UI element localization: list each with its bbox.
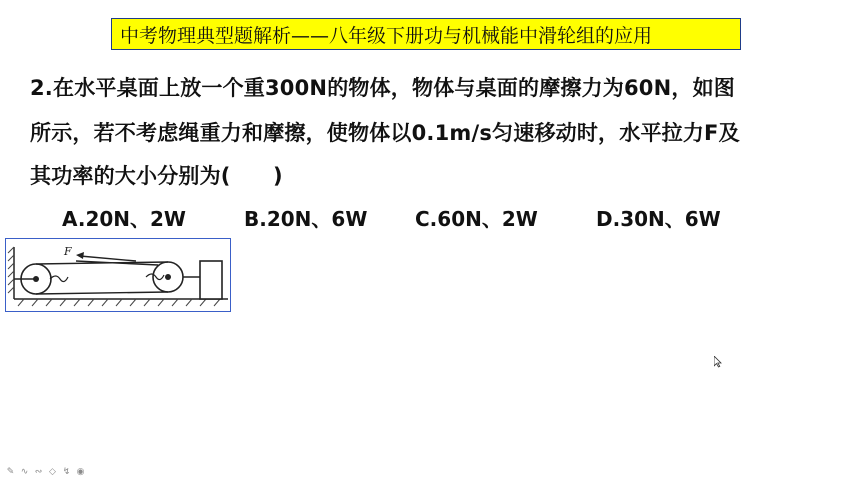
lasso-icon[interactable]: ↯ bbox=[62, 467, 71, 477]
question-line-2: 所示，若不考虑绳重力和摩擦，使物体以0.1m/s匀速移动时，水平拉力F及 bbox=[30, 121, 740, 145]
eraser-icon[interactable]: ◇ bbox=[49, 467, 56, 477]
block-object bbox=[200, 261, 222, 299]
pulley-diagram-svg bbox=[6, 239, 229, 310]
question-line-3: 其功率的大小分别为( ) bbox=[30, 164, 283, 188]
option-a[interactable]: A.20N、2W bbox=[62, 207, 186, 231]
pen-icon[interactable]: ✎ bbox=[6, 467, 15, 477]
option-d[interactable]: D.30N、6W bbox=[596, 207, 721, 231]
question-line-1: 2.在水平桌面上放一个重300N的物体，物体与桌面的摩擦力为60N，如图 bbox=[30, 76, 735, 100]
option-c[interactable]: C.60N、2W bbox=[415, 207, 538, 231]
curve-icon[interactable]: ∾ bbox=[34, 467, 43, 477]
force-label: F bbox=[64, 245, 72, 258]
option-b[interactable]: B.20N、6W bbox=[244, 207, 368, 231]
pulley-diagram bbox=[5, 238, 231, 312]
scribble-icon[interactable]: ∿ bbox=[20, 467, 29, 477]
record-icon[interactable]: ◉ bbox=[76, 467, 85, 477]
mouse-cursor-icon bbox=[714, 356, 722, 368]
lesson-title: 中考物理典型题解析——八年级下册功与机械能中滑轮组的应用 bbox=[120, 24, 653, 47]
annotation-toolbar bbox=[6, 468, 85, 477]
lesson-title-banner bbox=[111, 18, 741, 50]
